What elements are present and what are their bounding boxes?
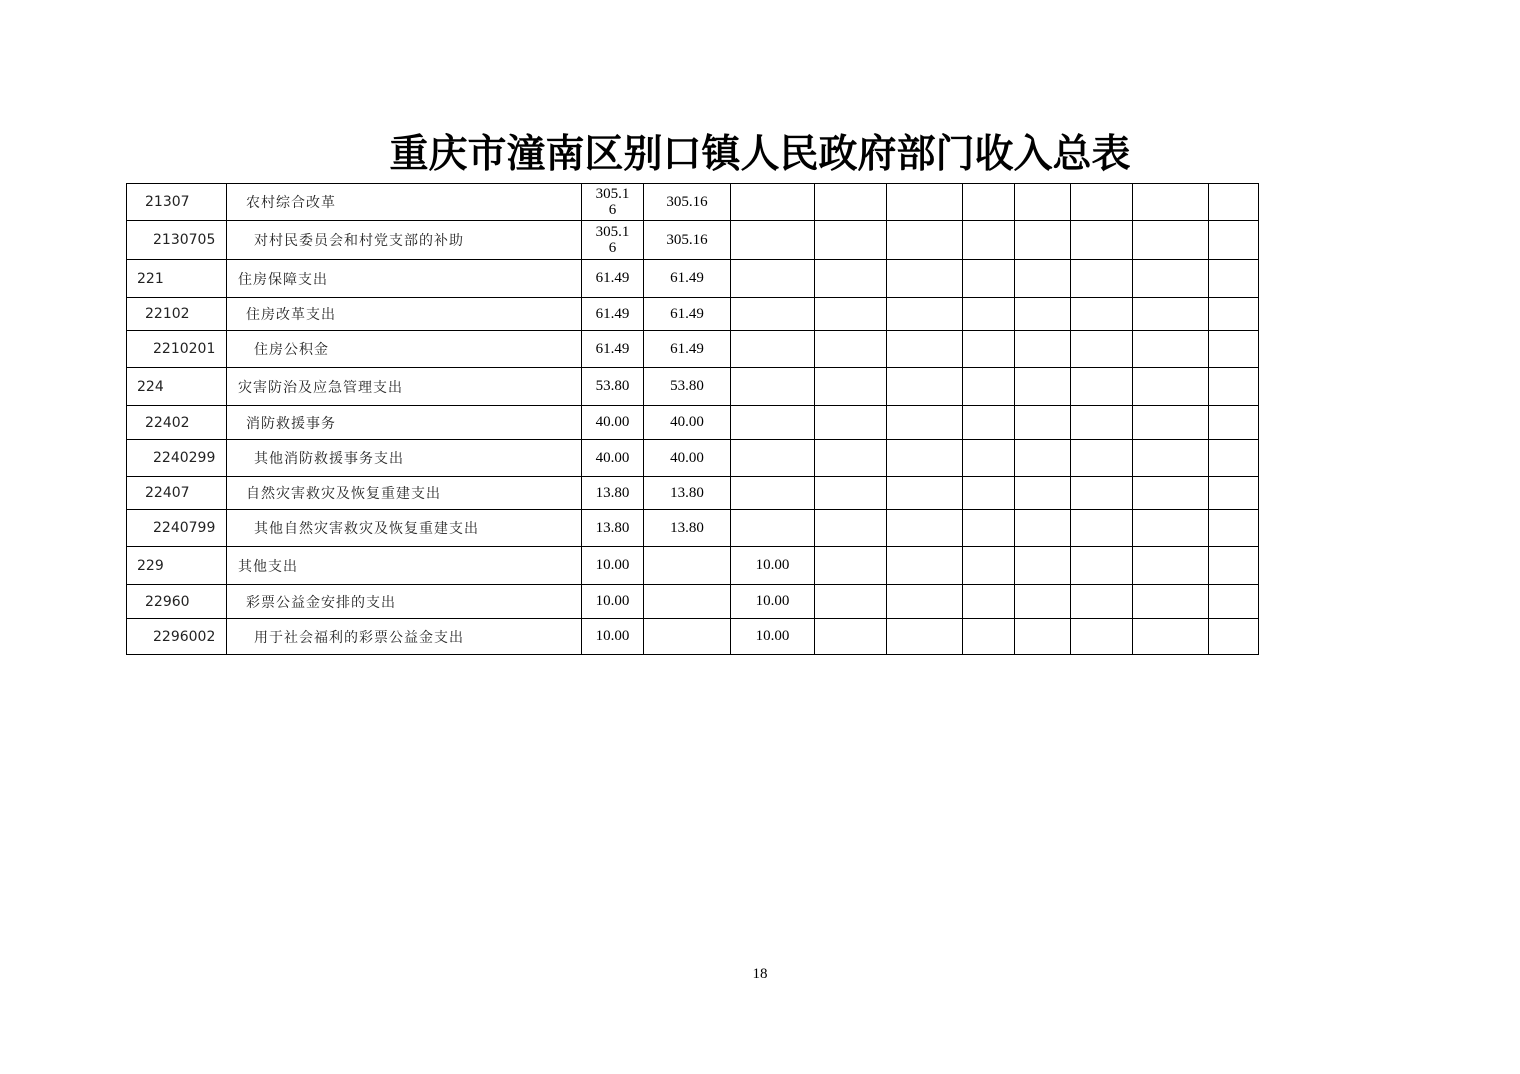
empty-cell — [1209, 585, 1259, 619]
empty-cell — [963, 184, 1015, 221]
empty-cell — [963, 298, 1015, 331]
gov-fund-cell — [731, 510, 815, 547]
empty-cell — [1133, 477, 1209, 510]
empty-cell — [1015, 331, 1071, 368]
table-row — [127, 221, 1259, 260]
empty-cell — [887, 585, 963, 619]
empty-cell — [1071, 221, 1133, 260]
page-title: 重庆市潼南区别口镇人民政府部门收入总表 — [389, 131, 1131, 177]
subject-code: 2296002 — [127, 619, 227, 655]
empty-cell — [1133, 547, 1209, 585]
table-row — [127, 184, 1259, 221]
total-cell: 10.00 — [582, 619, 644, 655]
empty-cell — [887, 260, 963, 298]
gov-fund-cell — [731, 331, 815, 368]
empty-cell — [1015, 585, 1071, 619]
empty-cell — [887, 619, 963, 655]
empty-cell — [1209, 440, 1259, 477]
empty-cell — [1209, 547, 1259, 585]
empty-cell — [815, 184, 887, 221]
total-cell: 13.80 — [582, 477, 644, 510]
subject-name: 住房改革支出 — [227, 298, 582, 331]
gov-fund-cell — [731, 406, 815, 440]
subject-name: 住房公积金 — [227, 331, 582, 368]
subject-code: 22960 — [127, 585, 227, 619]
empty-cell — [1209, 331, 1259, 368]
empty-cell — [963, 477, 1015, 510]
total-cell: 10.00 — [582, 585, 644, 619]
gov-fund-cell — [731, 440, 815, 477]
table-row — [127, 260, 1259, 298]
empty-cell — [1133, 260, 1209, 298]
table-row — [127, 440, 1259, 477]
subject-code: 22402 — [127, 406, 227, 440]
empty-cell — [1015, 547, 1071, 585]
empty-cell — [1071, 547, 1133, 585]
general-budget-cell: 40.00 — [644, 440, 731, 477]
empty-cell — [1209, 260, 1259, 298]
general-budget-cell — [644, 619, 731, 655]
empty-cell — [887, 221, 963, 260]
general-budget-cell: 61.49 — [644, 260, 731, 298]
empty-cell — [963, 619, 1015, 655]
subject-name: 消防救援事务 — [227, 406, 582, 440]
empty-cell — [1015, 221, 1071, 260]
gov-fund-cell: 10.00 — [731, 619, 815, 655]
empty-cell — [1209, 184, 1259, 221]
total-cell: 61.49 — [582, 331, 644, 368]
general-budget-cell: 305.16 — [644, 221, 731, 260]
subject-name: 其他自然灾害救灾及恢复重建支出 — [227, 510, 582, 547]
table-row — [127, 619, 1259, 655]
general-budget-cell: 40.00 — [644, 406, 731, 440]
empty-cell — [1015, 440, 1071, 477]
table-row — [127, 547, 1259, 585]
empty-cell — [1015, 260, 1071, 298]
subject-code: 2240799 — [127, 510, 227, 547]
table-row — [127, 298, 1259, 331]
empty-cell — [887, 331, 963, 368]
empty-cell — [1071, 331, 1133, 368]
empty-cell — [1071, 298, 1133, 331]
general-budget-cell — [644, 547, 731, 585]
empty-cell — [1015, 298, 1071, 331]
empty-cell — [815, 221, 887, 260]
empty-cell — [815, 547, 887, 585]
empty-cell — [815, 585, 887, 619]
gov-fund-cell — [731, 260, 815, 298]
empty-cell — [887, 477, 963, 510]
gov-fund-cell: 10.00 — [731, 585, 815, 619]
subject-code: 22102 — [127, 298, 227, 331]
empty-cell — [815, 368, 887, 406]
empty-cell — [887, 510, 963, 547]
table-row — [127, 406, 1259, 440]
empty-cell — [1133, 298, 1209, 331]
empty-cell — [887, 368, 963, 406]
empty-cell — [1209, 221, 1259, 260]
empty-cell — [887, 440, 963, 477]
income-table — [126, 183, 1259, 655]
total-cell: 305.1 6 — [582, 221, 644, 260]
total-cell: 305.1 6 — [582, 184, 644, 221]
general-budget-cell — [644, 585, 731, 619]
empty-cell — [887, 406, 963, 440]
subject-code: 221 — [127, 260, 227, 298]
empty-cell — [1133, 184, 1209, 221]
empty-cell — [963, 406, 1015, 440]
gov-fund-cell — [731, 221, 815, 260]
empty-cell — [1071, 368, 1133, 406]
empty-cell — [887, 184, 963, 221]
empty-cell — [963, 440, 1015, 477]
subject-name: 其他消防救援事务支出 — [227, 440, 582, 477]
page-number: 18 — [752, 966, 768, 982]
gov-fund-cell — [731, 298, 815, 331]
subject-name: 对村民委员会和村党支部的补助 — [227, 221, 582, 260]
general-budget-cell: 61.49 — [644, 331, 731, 368]
empty-cell — [815, 260, 887, 298]
empty-cell — [815, 477, 887, 510]
empty-cell — [815, 298, 887, 331]
subject-code: 22407 — [127, 477, 227, 510]
subject-name: 农村综合改革 — [227, 184, 582, 221]
empty-cell — [1133, 510, 1209, 547]
empty-cell — [1071, 510, 1133, 547]
empty-cell — [1015, 619, 1071, 655]
empty-cell — [1209, 619, 1259, 655]
empty-cell — [1133, 585, 1209, 619]
empty-cell — [1133, 406, 1209, 440]
empty-cell — [1133, 368, 1209, 406]
empty-cell — [1071, 619, 1133, 655]
empty-cell — [1209, 406, 1259, 440]
total-cell: 61.49 — [582, 298, 644, 331]
empty-cell — [1071, 440, 1133, 477]
subject-code: 2210201 — [127, 331, 227, 368]
total-cell: 40.00 — [582, 440, 644, 477]
subject-name: 自然灾害救灾及恢复重建支出 — [227, 477, 582, 510]
general-budget-cell: 53.80 — [644, 368, 731, 406]
subject-name: 用于社会福利的彩票公益金支出 — [227, 619, 582, 655]
empty-cell — [1133, 440, 1209, 477]
empty-cell — [1133, 619, 1209, 655]
empty-cell — [1015, 368, 1071, 406]
empty-cell — [1209, 510, 1259, 547]
empty-cell — [963, 331, 1015, 368]
empty-cell — [1133, 331, 1209, 368]
empty-cell — [1209, 477, 1259, 510]
subject-name: 彩票公益金安排的支出 — [227, 585, 582, 619]
empty-cell — [815, 619, 887, 655]
table-row — [127, 477, 1259, 510]
empty-cell — [1209, 298, 1259, 331]
gov-fund-cell — [731, 368, 815, 406]
table-row — [127, 331, 1259, 368]
subject-name: 住房保障支出 — [227, 260, 582, 298]
table-row — [127, 510, 1259, 547]
gov-fund-cell — [731, 477, 815, 510]
general-budget-cell: 13.80 — [644, 477, 731, 510]
total-cell: 13.80 — [582, 510, 644, 547]
subject-code: 2130705 — [127, 221, 227, 260]
empty-cell — [815, 510, 887, 547]
empty-cell — [963, 547, 1015, 585]
empty-cell — [1071, 477, 1133, 510]
empty-cell — [1133, 221, 1209, 260]
subject-code: 224 — [127, 368, 227, 406]
table-row — [127, 585, 1259, 619]
empty-cell — [963, 368, 1015, 406]
empty-cell — [1015, 477, 1071, 510]
total-cell: 40.00 — [582, 406, 644, 440]
subject-name: 灾害防治及应急管理支出 — [227, 368, 582, 406]
empty-cell — [963, 260, 1015, 298]
general-budget-cell: 13.80 — [644, 510, 731, 547]
empty-cell — [1071, 406, 1133, 440]
empty-cell — [815, 331, 887, 368]
empty-cell — [963, 585, 1015, 619]
empty-cell — [815, 440, 887, 477]
empty-cell — [1071, 260, 1133, 298]
subject-code: 21307 — [127, 184, 227, 221]
empty-cell — [1071, 184, 1133, 221]
general-budget-cell: 305.16 — [644, 184, 731, 221]
subject-code: 2240299 — [127, 440, 227, 477]
empty-cell — [1015, 184, 1071, 221]
gov-fund-cell — [731, 184, 815, 221]
table-row — [127, 368, 1259, 406]
empty-cell — [887, 547, 963, 585]
total-cell: 53.80 — [582, 368, 644, 406]
empty-cell — [963, 221, 1015, 260]
gov-fund-cell: 10.00 — [731, 547, 815, 585]
empty-cell — [815, 406, 887, 440]
subject-name: 其他支出 — [227, 547, 582, 585]
total-cell: 61.49 — [582, 260, 644, 298]
general-budget-cell: 61.49 — [644, 298, 731, 331]
empty-cell — [1015, 406, 1071, 440]
subject-code: 229 — [127, 547, 227, 585]
empty-cell — [1015, 510, 1071, 547]
empty-cell — [1209, 368, 1259, 406]
empty-cell — [963, 510, 1015, 547]
empty-cell — [1071, 585, 1133, 619]
total-cell: 10.00 — [582, 547, 644, 585]
empty-cell — [887, 298, 963, 331]
